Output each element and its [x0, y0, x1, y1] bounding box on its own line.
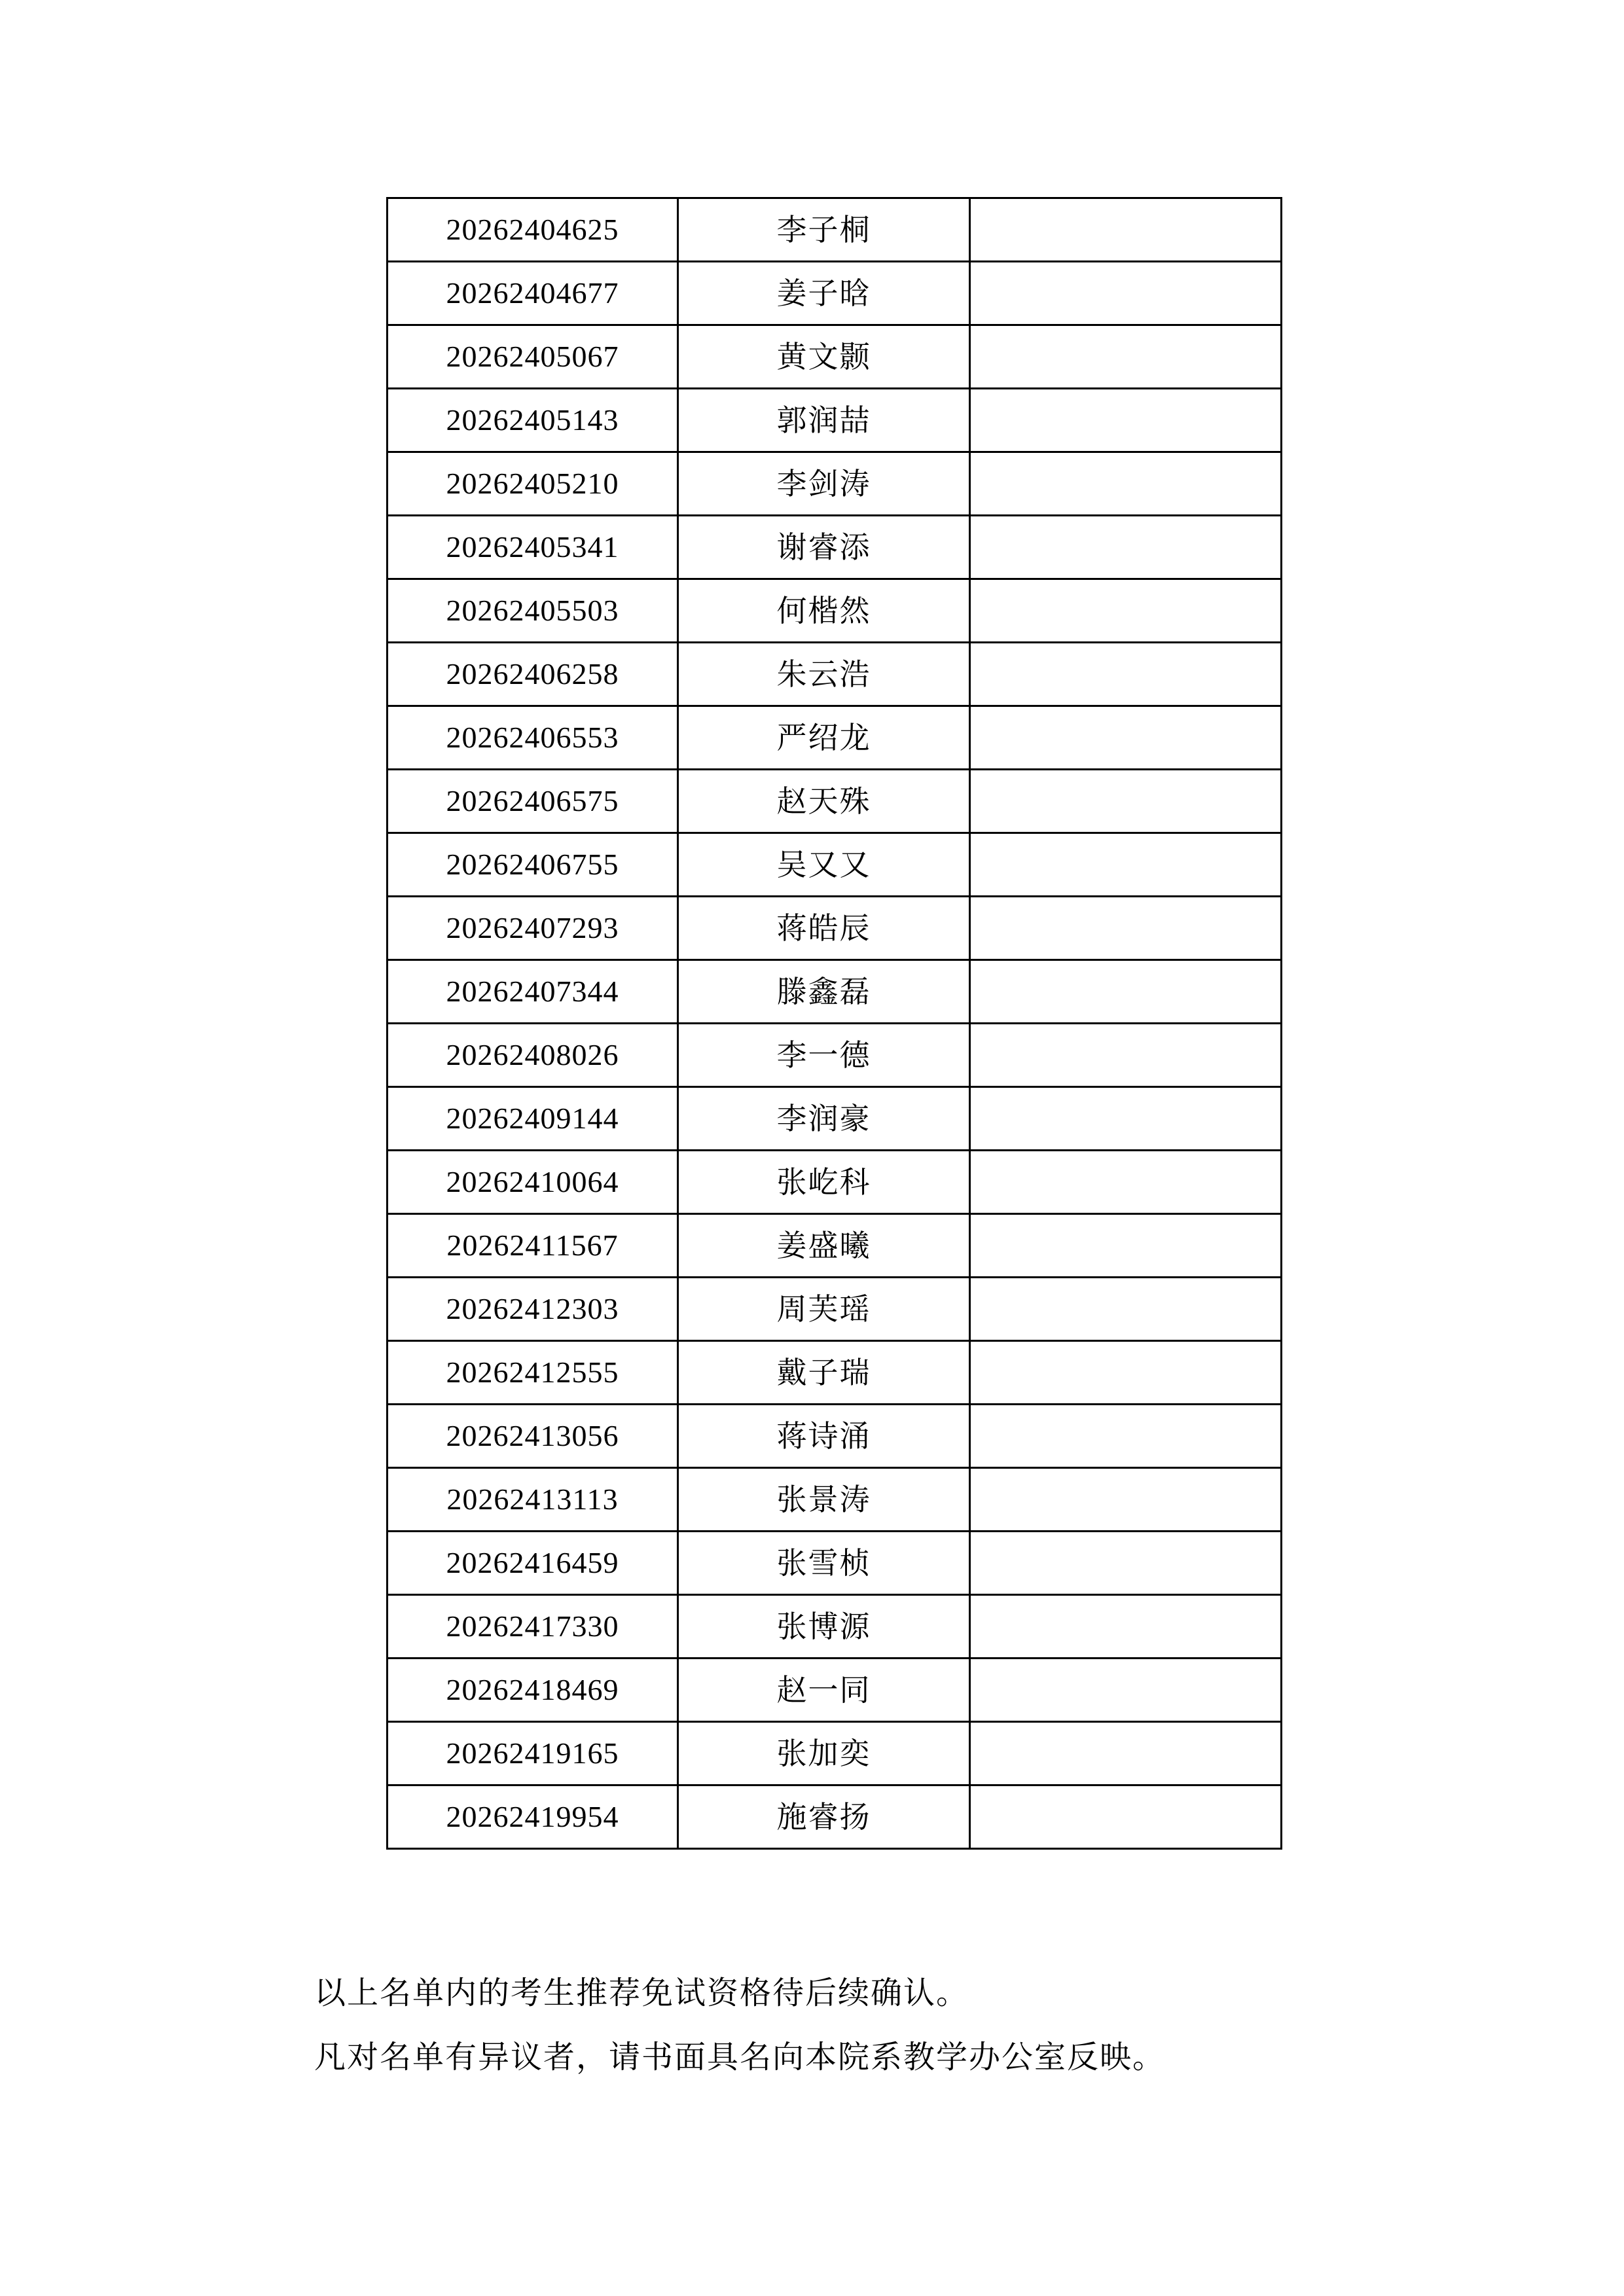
candidate-table: [386, 197, 1282, 1850]
candidate-note-cell: [970, 1659, 1282, 1722]
candidate-note-cell: [970, 1532, 1282, 1595]
candidate-note-cell: [970, 325, 1282, 389]
candidate-name-cell: 严绍龙: [678, 706, 970, 770]
table-row: [388, 1151, 1282, 1214]
candidate-id-cell: 20262409144: [388, 1087, 678, 1151]
candidate-id-cell: 20262406258: [388, 643, 678, 706]
table-row: [388, 1405, 1282, 1468]
candidate-note-cell: [970, 1405, 1282, 1468]
candidate-note-cell: [970, 1341, 1282, 1405]
candidate-id-cell: 20262407293: [388, 897, 678, 960]
candidate-name-cell: 赵天殊: [678, 770, 970, 833]
candidate-name-cell: 张加奕: [678, 1722, 970, 1785]
candidate-note-cell: [970, 516, 1282, 579]
candidate-note-cell: [970, 1151, 1282, 1214]
candidate-name-cell: 滕鑫磊: [678, 960, 970, 1024]
candidate-name-cell: 周芙瑶: [678, 1278, 970, 1341]
candidate-note-cell: [970, 960, 1282, 1024]
notice-text: [314, 1970, 1427, 2098]
candidate-id-cell: 20262405210: [388, 452, 678, 516]
candidate-name-cell: 张景涛: [678, 1468, 970, 1532]
candidate-name-cell: 朱云浩: [678, 643, 970, 706]
candidate-id-cell: 20262418469: [388, 1659, 678, 1722]
candidate-id-cell: 20262413113: [388, 1468, 678, 1532]
candidate-note-cell: [970, 1214, 1282, 1278]
candidate-name-cell: 李润豪: [678, 1087, 970, 1151]
candidate-id-cell: 20262412555: [388, 1341, 678, 1405]
candidate-note-cell: [970, 1024, 1282, 1087]
table-row: [388, 1024, 1282, 1087]
candidate-name-cell: 姜盛曦: [678, 1214, 970, 1278]
candidate-name-cell: 李剑涛: [678, 452, 970, 516]
candidate-name-cell: 戴子瑞: [678, 1341, 970, 1405]
candidate-name-cell: 谢睿添: [678, 516, 970, 579]
candidate-note-cell: [970, 1278, 1282, 1341]
candidate-id-cell: 20262405143: [388, 389, 678, 452]
candidate-name-cell: 黄文颢: [678, 325, 970, 389]
candidate-id-cell: 20262408026: [388, 1024, 678, 1087]
candidate-id-cell: 20262412303: [388, 1278, 678, 1341]
candidate-name-cell: 张雪桢: [678, 1532, 970, 1595]
candidate-id-cell: 20262410064: [388, 1151, 678, 1214]
candidate-note-cell: [970, 833, 1282, 897]
candidate-table-body: [388, 198, 1282, 1849]
notice-line-objection: 凡对名单有异议者，请书面具名向本院系教学办公室反映。: [314, 2039, 1166, 2075]
candidate-id-cell: 20262406755: [388, 833, 678, 897]
candidate-note-cell: [970, 1785, 1282, 1849]
candidate-name-cell: 张博源: [678, 1595, 970, 1659]
candidate-note-cell: [970, 1468, 1282, 1532]
candidate-name-cell: 吴又又: [678, 833, 970, 897]
table-row: [388, 1595, 1282, 1659]
table-row: [388, 960, 1282, 1024]
table-row: [388, 198, 1282, 262]
candidate-name-cell: 赵一同: [678, 1659, 970, 1722]
candidate-note-cell: [970, 1595, 1282, 1659]
candidate-id-cell: 20262405503: [388, 579, 678, 643]
candidate-note-cell: [970, 262, 1282, 325]
table-row: [388, 1214, 1282, 1278]
candidate-note-cell: [970, 198, 1282, 262]
candidate-note-cell: [970, 579, 1282, 643]
table-row: [388, 1278, 1282, 1341]
candidate-note-cell: [970, 897, 1282, 960]
table-row: [388, 516, 1282, 579]
table-row: [388, 706, 1282, 770]
candidate-id-cell: 20262419954: [388, 1785, 678, 1849]
candidate-note-cell: [970, 706, 1282, 770]
candidate-id-cell: 20262419165: [388, 1722, 678, 1785]
candidate-id-cell: 20262407344: [388, 960, 678, 1024]
candidate-id-cell: 20262405067: [388, 325, 678, 389]
table-row: [388, 389, 1282, 452]
notice-line-confirmation: 以上名单内的考生推荐免试资格待后续确认。: [314, 1975, 969, 2011]
candidate-name-cell: 何楷然: [678, 579, 970, 643]
candidate-note-cell: [970, 1087, 1282, 1151]
table-row: [388, 1659, 1282, 1722]
table-row: [388, 579, 1282, 643]
candidate-name-cell: 姜子晗: [678, 262, 970, 325]
candidate-name-cell: 张屹科: [678, 1151, 970, 1214]
candidate-name-cell: 蒋皓辰: [678, 897, 970, 960]
candidate-id-cell: 20262411567: [388, 1214, 678, 1278]
candidate-name-cell: 郭润喆: [678, 389, 970, 452]
table-row: [388, 643, 1282, 706]
candidate-name-cell: 李子桐: [678, 198, 970, 262]
candidate-id-cell: 20262404677: [388, 262, 678, 325]
table-row: [388, 897, 1282, 960]
candidate-note-cell: [970, 389, 1282, 452]
candidate-id-cell: 20262417330: [388, 1595, 678, 1659]
candidate-id-cell: 20262406575: [388, 770, 678, 833]
candidate-id-cell: 20262406553: [388, 706, 678, 770]
candidate-name-cell: 李一德: [678, 1024, 970, 1087]
candidate-id-cell: 20262416459: [388, 1532, 678, 1595]
candidate-name-cell: 施睿扬: [678, 1785, 970, 1849]
table-row: [388, 770, 1282, 833]
candidate-id-cell: 20262404625: [388, 198, 678, 262]
candidate-note-cell: [970, 1722, 1282, 1785]
candidate-id-cell: 20262405341: [388, 516, 678, 579]
candidate-note-cell: [970, 452, 1282, 516]
candidate-name-cell: 蒋诗涌: [678, 1405, 970, 1468]
table-row: [388, 325, 1282, 389]
table-row: [388, 1785, 1282, 1849]
table-row: [388, 262, 1282, 325]
candidate-id-cell: 20262413056: [388, 1405, 678, 1468]
table-row: [388, 1532, 1282, 1595]
table-row: [388, 1468, 1282, 1532]
candidate-note-cell: [970, 770, 1282, 833]
table-row: [388, 1087, 1282, 1151]
candidate-note-cell: [970, 643, 1282, 706]
table-row: [388, 1341, 1282, 1405]
table-row: [388, 1722, 1282, 1785]
table-row: [388, 452, 1282, 516]
table-row: [388, 833, 1282, 897]
